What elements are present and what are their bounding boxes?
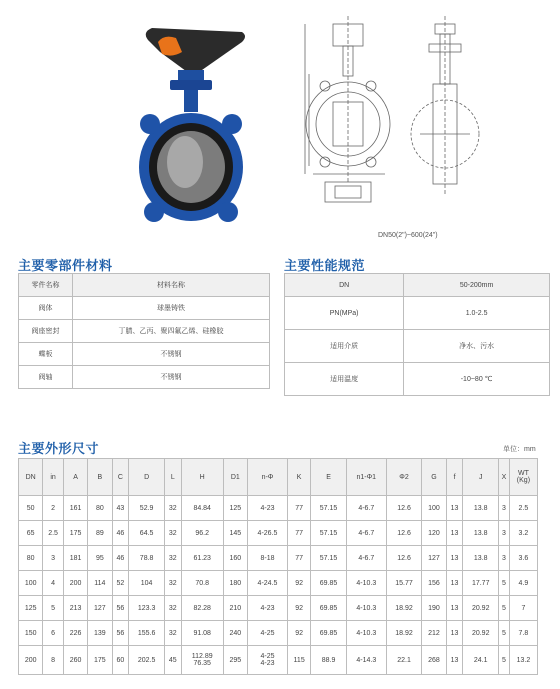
table-cell: 175: [88, 646, 112, 675]
table-cell: 阀座密封: [19, 320, 73, 343]
table-header-row: [19, 274, 270, 297]
table-row: [285, 363, 550, 396]
table-cell: 120: [422, 521, 446, 546]
table-cell: 6: [43, 621, 64, 646]
table-cell: 64.5: [129, 521, 165, 546]
table-cell: 125: [19, 596, 43, 621]
table-cell: 13: [446, 571, 463, 596]
table-cell: 160: [223, 546, 247, 571]
table-cell: 4-6.7: [346, 546, 386, 571]
table-row: [19, 343, 270, 366]
table-cell: 56: [112, 596, 129, 621]
table-cell: 3.2: [509, 521, 537, 546]
table-cell: 65: [19, 521, 43, 546]
table-cell: 净水、污水: [404, 330, 550, 363]
table-cell: 180: [223, 571, 247, 596]
column-header: n-Φ: [248, 459, 288, 496]
table-cell: 69.85: [311, 596, 347, 621]
table-cell: 13: [446, 646, 463, 675]
table-cell: 210: [223, 596, 247, 621]
table-row: [285, 297, 550, 330]
table-row: [19, 496, 538, 521]
parts-table: [18, 273, 270, 389]
table-cell: 150: [19, 621, 43, 646]
table-cell: 92: [287, 596, 310, 621]
table-cell: 18.92: [386, 621, 422, 646]
table-row: [19, 521, 538, 546]
column-header: C: [112, 459, 129, 496]
table-cell: 202.5: [129, 646, 165, 675]
table-cell: 13: [446, 596, 463, 621]
table-cell: 77: [287, 546, 310, 571]
table-header-row: [19, 459, 538, 496]
column-header: K: [287, 459, 310, 496]
table-cell: 4-10.3: [346, 596, 386, 621]
table-cell: 4-10.3: [346, 621, 386, 646]
table-cell: 5: [498, 646, 509, 675]
table-cell: 50: [19, 496, 43, 521]
column-header: E: [311, 459, 347, 496]
table-cell: 96.2: [181, 521, 223, 546]
table-cell: 190: [422, 596, 446, 621]
column-header: DN: [19, 459, 43, 496]
table-cell: 92: [287, 571, 310, 596]
table-cell: 45: [164, 646, 181, 675]
table-cell: 13.8: [463, 546, 499, 571]
table-cell: 70.8: [181, 571, 223, 596]
table-cell: 226: [63, 621, 87, 646]
table-cell: 80: [19, 546, 43, 571]
table-cell: 181: [63, 546, 87, 571]
table-row: [19, 320, 270, 343]
table-cell: 3: [498, 546, 509, 571]
table-cell: 88.9: [311, 646, 347, 675]
table-cell: 56: [112, 621, 129, 646]
table-cell: 20.92: [463, 596, 499, 621]
table-cell: 139: [88, 621, 112, 646]
table-cell: 69.85: [311, 621, 347, 646]
table-cell: 12.6: [386, 521, 422, 546]
table-row: [19, 596, 538, 621]
table-cell: 69.85: [311, 571, 347, 596]
dims-table: [18, 458, 538, 675]
table-cell: 78.8: [129, 546, 165, 571]
table-cell: 4-24.5: [248, 571, 288, 596]
table-cell: 12.6: [386, 546, 422, 571]
column-header: A: [63, 459, 87, 496]
table-cell: 112.89 76.35: [181, 646, 223, 675]
table-cell: 5: [43, 596, 64, 621]
unit-label: 单位：mm: [503, 446, 536, 453]
column-header: G: [422, 459, 446, 496]
table-cell: 15.77: [386, 571, 422, 596]
table-cell: 2.5: [509, 496, 537, 521]
table-cell: 22.1: [386, 646, 422, 675]
table-row: [19, 621, 538, 646]
table-cell: 77: [287, 521, 310, 546]
table-cell: 32: [164, 621, 181, 646]
table-cell: 161: [63, 496, 87, 521]
table-cell: 145: [223, 521, 247, 546]
table-cell: 不锈钢: [72, 366, 269, 389]
table-cell: 200: [63, 571, 87, 596]
table-cell: 不锈钢: [72, 343, 269, 366]
table-cell: 8: [43, 646, 64, 675]
column-header: X: [498, 459, 509, 496]
table-cell: 丁腈、乙丙、聚四氟乙烯、硅橡胶: [72, 320, 269, 343]
column-header: D1: [223, 459, 247, 496]
table-cell: 43: [112, 496, 129, 521]
diagram-caption: DN50(2")~600(24"): [378, 232, 438, 239]
table-row: [19, 571, 538, 596]
table-cell: 57.15: [311, 521, 347, 546]
table-cell: 156: [422, 571, 446, 596]
table-cell: 17.77: [463, 571, 499, 596]
table-cell: 155.6: [129, 621, 165, 646]
table-cell: 77: [287, 496, 310, 521]
column-header: Φ2: [386, 459, 422, 496]
table-cell: 268: [422, 646, 446, 675]
table-cell: 52.9: [129, 496, 165, 521]
table-cell: 5: [498, 596, 509, 621]
table-cell: 24.1: [463, 646, 499, 675]
table-cell: 125: [223, 496, 247, 521]
table-cell: 46: [112, 546, 129, 571]
perf-section-title: 主要性能规范: [284, 258, 366, 273]
table-cell: 92: [287, 621, 310, 646]
table-cell: 适用温度: [285, 363, 404, 396]
table-cell: 13: [446, 521, 463, 546]
table-cell: 3: [498, 496, 509, 521]
table-cell: 适用介质: [285, 330, 404, 363]
table-cell: 32: [164, 546, 181, 571]
table-cell: 18.92: [386, 596, 422, 621]
table-cell: 3.6: [509, 546, 537, 571]
table-cell: 8-18: [248, 546, 288, 571]
table-cell: 91.08: [181, 621, 223, 646]
table-cell: 127: [88, 596, 112, 621]
table-cell: 240: [223, 621, 247, 646]
table-cell: 57.15: [311, 546, 347, 571]
table-cell: 5: [498, 571, 509, 596]
table-cell: DN: [285, 274, 404, 297]
table-row: [19, 546, 538, 571]
table-row: [19, 297, 270, 320]
table-cell: 60: [112, 646, 129, 675]
table-cell: 13: [446, 546, 463, 571]
table-row: [285, 330, 550, 363]
table-cell: 13.8: [463, 496, 499, 521]
table-cell: 95: [88, 546, 112, 571]
table-cell: 50-200mm: [404, 274, 550, 297]
table-cell: 4-10.3: [346, 571, 386, 596]
table-cell: 123.3: [129, 596, 165, 621]
column-header: H: [181, 459, 223, 496]
table-cell: 7: [509, 596, 537, 621]
table-cell: 4: [43, 571, 64, 596]
table-cell: 260: [63, 646, 87, 675]
table-cell: 13.2: [509, 646, 537, 675]
column-header: L: [164, 459, 181, 496]
table-cell: 4-25 4-23: [248, 646, 288, 675]
table-cell: 89: [88, 521, 112, 546]
column-header: f: [446, 459, 463, 496]
table-cell: -10~80 ℃: [404, 363, 550, 396]
table-cell: 球墨铸铁: [72, 297, 269, 320]
table-cell: 175: [63, 521, 87, 546]
column-header: 零件名称: [19, 274, 73, 297]
table-cell: 104: [129, 571, 165, 596]
table-cell: 200: [19, 646, 43, 675]
table-cell: 82.28: [181, 596, 223, 621]
table-cell: PN(MPa): [285, 297, 404, 330]
table-cell: 蝶板: [19, 343, 73, 366]
column-header: J: [463, 459, 499, 496]
valve-technical-drawing: [295, 14, 545, 229]
table-cell: 57.15: [311, 496, 347, 521]
table-cell: 61.23: [181, 546, 223, 571]
table-cell: 32: [164, 521, 181, 546]
table-cell: 295: [223, 646, 247, 675]
column-header: in: [43, 459, 64, 496]
table-cell: 13.8: [463, 521, 499, 546]
table-cell: 7.8: [509, 621, 537, 646]
table-cell: 4-6.7: [346, 521, 386, 546]
column-header: D: [129, 459, 165, 496]
table-cell: 13: [446, 621, 463, 646]
table-cell: 115: [287, 646, 310, 675]
table-cell: 5: [498, 621, 509, 646]
table-cell: 1.0-2.5: [404, 297, 550, 330]
table-cell: 4-25: [248, 621, 288, 646]
column-header: B: [88, 459, 112, 496]
table-cell: 2: [43, 496, 64, 521]
table-cell: 4-26.5: [248, 521, 288, 546]
table-cell: 84.84: [181, 496, 223, 521]
table-cell: 阀体: [19, 297, 73, 320]
perf-table: [284, 273, 550, 396]
table-cell: 212: [422, 621, 446, 646]
table-cell: 12.6: [386, 496, 422, 521]
table-cell: 4.9: [509, 571, 537, 596]
dims-section-title: 主要外形尺寸: [18, 441, 100, 456]
table-cell: 127: [422, 546, 446, 571]
table-cell: 80: [88, 496, 112, 521]
table-cell: 20.92: [463, 621, 499, 646]
column-header: n1-Φ1: [346, 459, 386, 496]
table-cell: 4-14.3: [346, 646, 386, 675]
table-cell: 114: [88, 571, 112, 596]
parts-section-title: 主要零部件材料: [18, 258, 113, 273]
table-cell: 100: [19, 571, 43, 596]
column-header: WT (Kg): [509, 459, 537, 496]
table-cell: 3: [43, 546, 64, 571]
table-cell: 阀轴: [19, 366, 73, 389]
table-row: [19, 646, 538, 675]
table-cell: 2.5: [43, 521, 64, 546]
table-cell: 4-23: [248, 596, 288, 621]
table-cell: 32: [164, 596, 181, 621]
table-cell: 13: [446, 496, 463, 521]
table-cell: 4-23: [248, 496, 288, 521]
table-cell: 52: [112, 571, 129, 596]
table-cell: 4-6.7: [346, 496, 386, 521]
table-row: [19, 366, 270, 389]
column-header: 材料名称: [72, 274, 269, 297]
table-cell: 32: [164, 496, 181, 521]
butterfly-valve-photo: [130, 12, 250, 230]
table-cell: 100: [422, 496, 446, 521]
table-row: [285, 274, 550, 297]
table-cell: 46: [112, 521, 129, 546]
table-cell: 32: [164, 571, 181, 596]
table-cell: 213: [63, 596, 87, 621]
table-cell: 3: [498, 521, 509, 546]
